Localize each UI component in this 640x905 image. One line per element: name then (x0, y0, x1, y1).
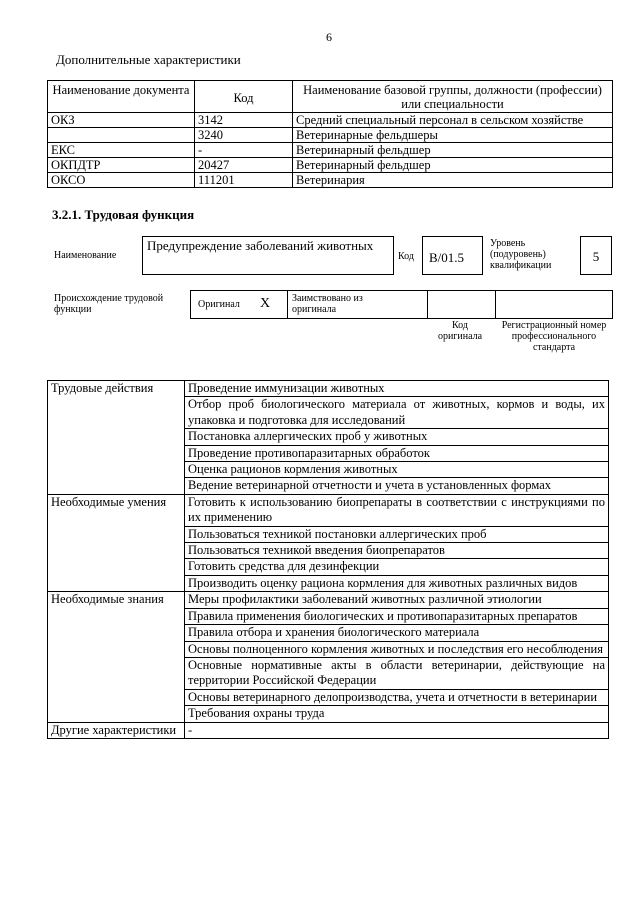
row-document-name: ОКПДТР (48, 158, 195, 173)
original-label: Оригинал (198, 299, 240, 310)
list-item: Меры профилактики заболеваний животных различной этиологии (185, 592, 609, 608)
borrowed-box (287, 290, 428, 319)
table-row (48, 173, 613, 188)
section-title: Дополнительные характеристики (56, 52, 241, 67)
row-code: 3142 (195, 113, 293, 128)
list-item: Правила применения биологических и противопаразитарных препаратов (185, 608, 609, 624)
reg-number-label: Регистрационный номер профессионального стандарта (501, 320, 607, 353)
list-item: Производить оценку рациона кормления для животных различных видов (185, 575, 609, 591)
row-code: 20427 (195, 158, 293, 173)
list-item: Проведение иммунизации животных (185, 381, 609, 397)
row-document-name: ЕКС (48, 143, 195, 158)
list-item: Требования охраны труда (185, 706, 609, 722)
table-row (48, 592, 609, 608)
table-row (48, 722, 609, 738)
level-value: 5 (592, 249, 600, 264)
origin-label: Происхождение трудовой функции (54, 293, 164, 315)
list-item: Основы ветеринарного делопроизводства, учета и отчетности в ветеринарии (185, 689, 609, 705)
group-label: Трудовые действия (48, 381, 185, 495)
function-details-table (47, 380, 609, 739)
additional-characteristics-table (47, 80, 613, 188)
original-mark: X (260, 296, 271, 311)
list-item: - (185, 722, 609, 738)
code-original-label: Код оригинала (437, 320, 483, 342)
table-row (48, 494, 609, 526)
list-item: Проведение противопаразитарных обработок (185, 445, 609, 461)
table-row (48, 143, 613, 158)
header-group-name: Наименование базовой группы, должности (профессии) или специальности (293, 81, 613, 113)
row-group-name: Ветеринария (293, 173, 613, 188)
group-label: Необходимые знания (48, 592, 185, 722)
function-code-value: В/01.5 (429, 250, 465, 265)
group-label: Другие характеристики (48, 722, 185, 738)
list-item: Отбор проб биологического материала от животных, кормов и воды, их упаковка и подготовка для исследований (185, 397, 609, 429)
list-item: Оценка рационов кормления животных (185, 462, 609, 478)
level-label: Уровень (подуровень) квалификации (490, 238, 552, 271)
origin-original-box (190, 290, 288, 319)
list-item: Основные нормативные акты в области ветеринарии, действующие на территории Российской Федерации (185, 657, 609, 689)
list-item: Постановка аллергических проб у животных (185, 429, 609, 445)
level-box (580, 236, 612, 275)
function-code-box (422, 236, 483, 275)
code-original-box (427, 290, 496, 319)
code-label: Код (398, 251, 414, 262)
row-code: 111201 (195, 173, 293, 188)
reg-number-box (495, 290, 613, 319)
table-row (48, 113, 613, 128)
list-item: Пользоваться техникой постановки аллергических проб (185, 526, 609, 542)
header-document-name: Наименование документа (48, 81, 195, 113)
row-group-name: Ветеринарный фельдшер (293, 143, 613, 158)
function-heading: 3.2.1. Трудовая функция (52, 207, 195, 222)
row-group-name: Ветеринарные фельдшеры (293, 128, 613, 143)
group-label: Необходимые умения (48, 494, 185, 591)
name-label: Наименование (54, 250, 117, 261)
function-name-box (142, 236, 394, 275)
row-document-name: ОКСО (48, 173, 195, 188)
header-code: Код (195, 81, 293, 113)
page-number: 6 (326, 30, 332, 44)
table-row (48, 158, 613, 173)
list-item: Готовить к использованию биопрепараты в соответствии с инструкциями по их применению (185, 494, 609, 526)
row-group-name: Ветеринарный фельдшер (293, 158, 613, 173)
row-code: 3240 (195, 128, 293, 143)
list-item: Правила отбора и хранения биологического материала (185, 625, 609, 641)
list-item: Ведение ветеринарной отчетности и учета в установленных формах (185, 478, 609, 494)
function-name-value: Предупреждение заболеваний животных (147, 238, 374, 253)
list-item: Основы полноценного кормления животных и последствия его несоблюдения (185, 641, 609, 657)
row-group-name: Средний специальный персонал в сельском хозяйстве (293, 113, 613, 128)
table-row (48, 381, 609, 397)
row-document-name (48, 128, 195, 143)
borrowed-label: Заимствовано из оригинала (292, 293, 363, 315)
list-item: Пользоваться техникой введения биопрепаратов (185, 543, 609, 559)
row-code: - (195, 143, 293, 158)
row-document-name: ОКЗ (48, 113, 195, 128)
list-item: Готовить средства для дезинфекции (185, 559, 609, 575)
table-row (48, 128, 613, 143)
